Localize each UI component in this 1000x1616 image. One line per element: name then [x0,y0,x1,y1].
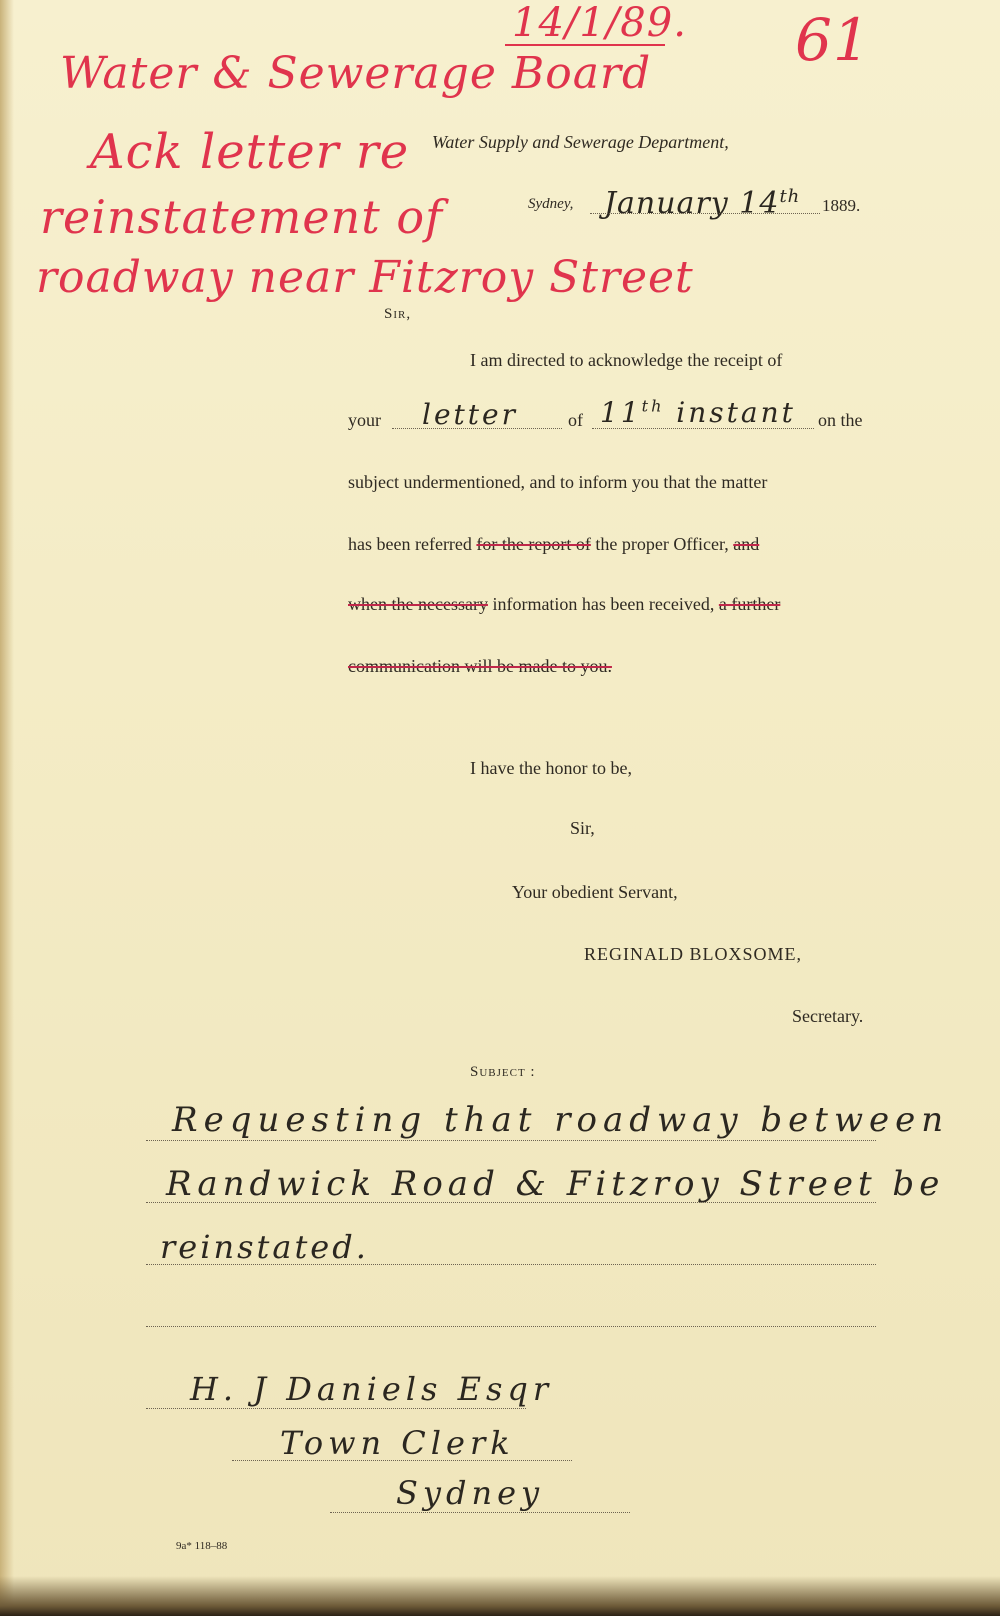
annotation-board: Water & Sewerage Board [60,48,652,99]
annotation-date-underline [505,44,665,46]
body-line-6 [348,656,612,677]
body-line-5-a: information has been received, [492,594,715,614]
subject-rule-3 [146,1264,876,1265]
subject-rule-4 [146,1326,876,1327]
body-line-2-your: your [348,410,381,430]
paper-edge-left [0,0,14,1616]
closing-servant: Your obedient Servant, [512,882,678,902]
department-heading: Water Supply and Sewerage Department, [432,132,729,152]
instant-word: instant [676,396,796,429]
struck-a-further: a further [718,594,781,614]
addressee-city: Sydney [396,1474,545,1512]
struck-and: and [733,534,760,554]
signatory-name: REGINALD BLOXSOME, [584,944,802,964]
body-line-2-of: of [568,410,583,430]
place-label: Sydney, [528,196,574,212]
body-line-2-on-the: on the [818,410,863,430]
handwritten-letter: letter [422,398,518,431]
body-line-4-b: the proper Officer, [595,534,729,554]
paper-edge-bottom [0,1576,1000,1616]
instant-day: 11 [600,396,642,429]
annotation-date: 14/1/89. [512,0,687,46]
subject-heading: Subject : [470,1064,536,1080]
annotation-ack-line3: roadway near Fitzroy Street [36,252,694,303]
date-month-day: January 14 [604,186,780,221]
subject-line-1: Requesting that roadway between [172,1100,950,1140]
struck-when-the-necessary: when the necessary [348,594,488,614]
body-line-4-a: has been referred [348,534,472,554]
addressee-rule-3 [330,1512,630,1513]
body-line-4 [348,534,759,555]
subject-line-2: Randwick Road & Fitzroy Street be [166,1164,945,1204]
addressee-rule-1 [146,1408,526,1409]
subject-line-3: reinstated. [160,1228,369,1266]
addressee-name: H. J Daniels Esqr [190,1370,554,1408]
closing-sir: Sir, [570,818,595,838]
struck-communication: communication will be made to you. [348,656,612,676]
salutation: Sir, [384,306,412,322]
annotation-ack-line1: Ack letter re [90,124,410,180]
subject-rule-2 [146,1202,876,1203]
annotation-ack-line2: reinstatement of [40,190,444,244]
signatory-title: Secretary. [792,1006,864,1026]
struck-for-the-report: for the report of [476,534,591,554]
body-line-3: subject undermentioned, and to inform you that the matter [348,472,768,492]
body-line-5 [348,594,780,615]
annotation-folio: 61 [795,6,871,74]
handwritten-instant [600,396,796,429]
date-dotted-line [590,213,820,214]
date-handwritten [604,186,800,221]
addressee-rule-2 [232,1460,572,1461]
body-line-1: I am directed to acknowledge the receipt of [470,350,783,370]
addressee-title: Town Clerk [280,1424,515,1462]
year-label: 1889. [822,196,861,215]
subject-rule-1 [146,1140,876,1141]
closing-honor: I have the honor to be, [470,758,632,778]
date-suffix: th [779,186,801,207]
instant-suffix: th [641,396,665,416]
form-code: 9a* 118–88 [176,1540,228,1552]
